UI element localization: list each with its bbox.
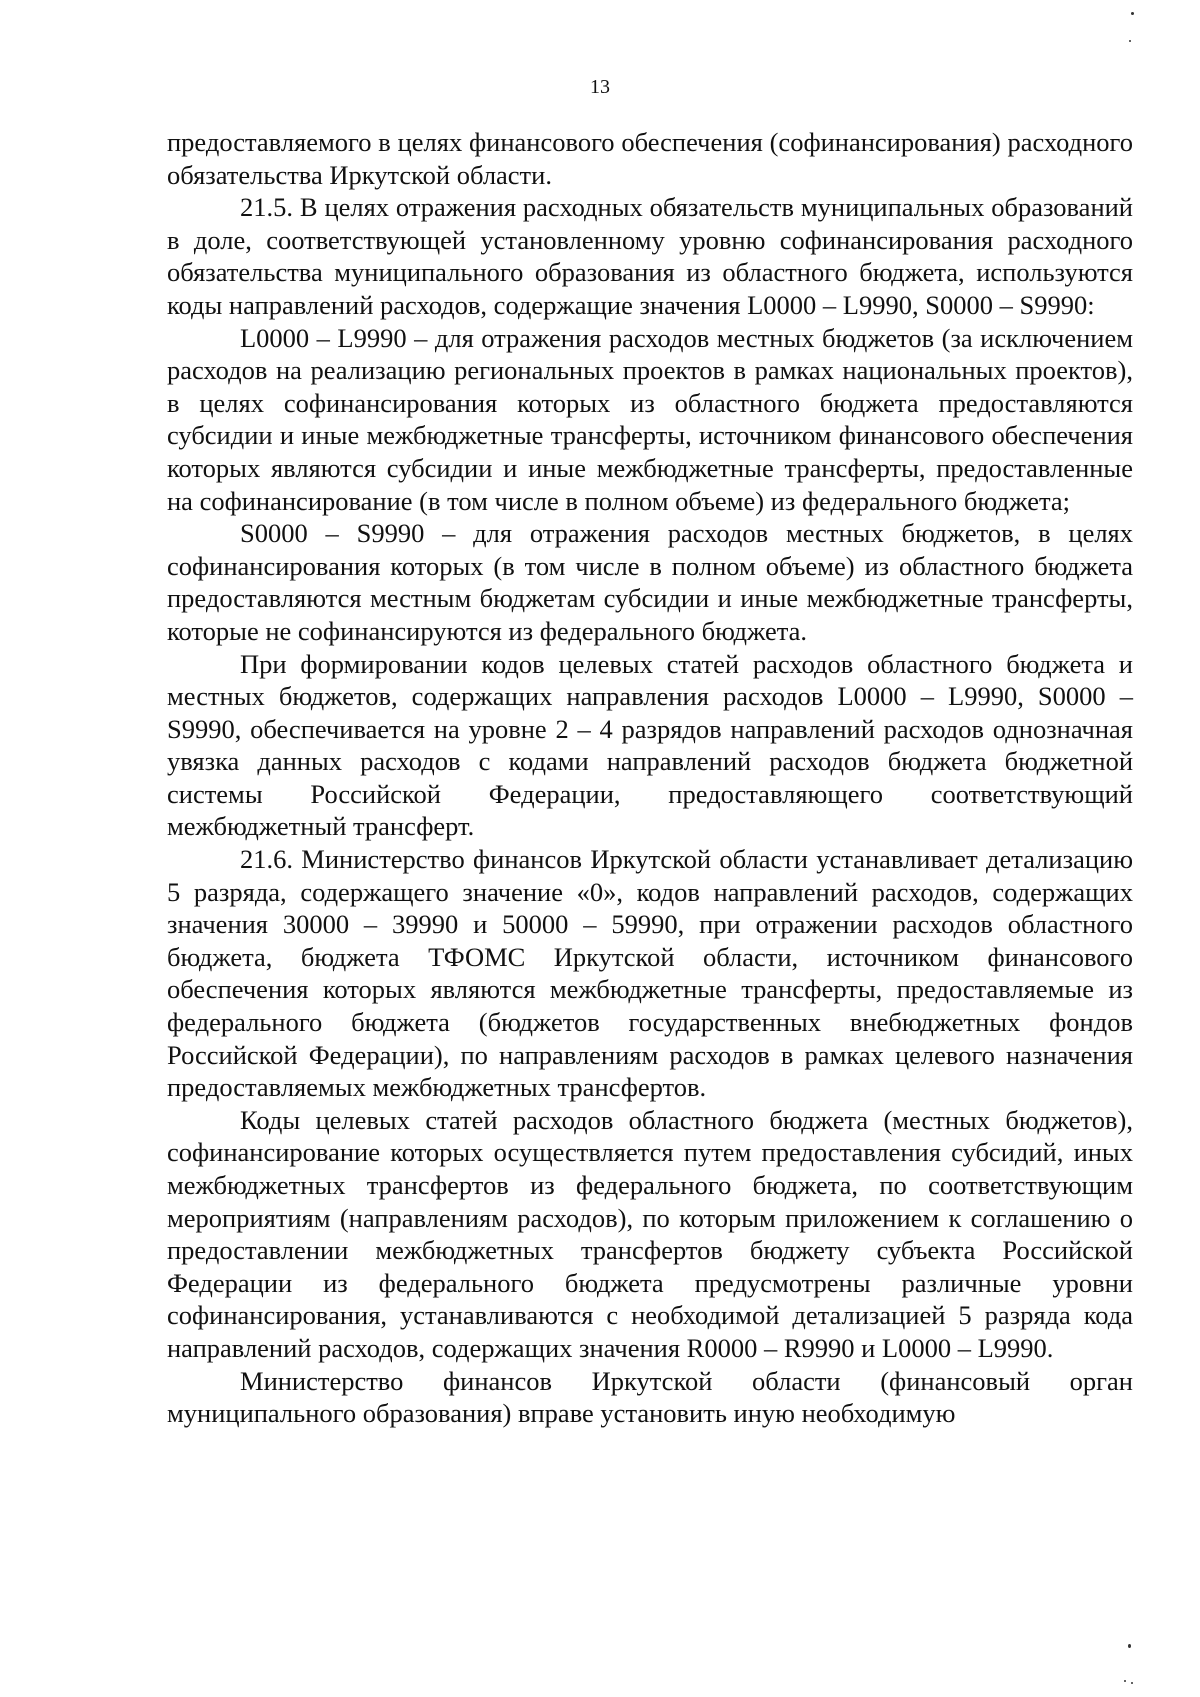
scan-speck xyxy=(1128,1644,1131,1648)
paragraph-ministry-right: Министерство финансов Иркутской области (финансовый орган муниципального образования) вправе установить иную необходимую xyxy=(167,1365,1133,1429)
paragraph-code-formation: При формировании кодов целевых статей расходов областного бюджета и местных бюджетов, содержащих направления расходов L0000 – L9990, S0000 – S9990, обеспечивается на уровне 2 – 4 разрядов направлений расходов однозначная увязка данных расходов с кодами направлений расходов бюджета бюджетной системы Российской Федерации, предоставляющего соответствующий межбюджетный трансферт. xyxy=(167,648,1133,842)
paragraph-s-codes: S0000 – S9990 – для отражения расходов местных бюджетов, в целях софинансирования которых (в том числе в полном объеме) из областного бюджета предоставляются местным бюджетам субсидии и иные межбюджетные трансферты, которые не софинансируются из федерального бюджета. xyxy=(167,518,1133,646)
scan-speck xyxy=(1131,12,1134,15)
paragraph-continuation: предоставляемого в целях финансового обеспечения (софинансирования) расходного обязательства Иркутской области. xyxy=(167,127,1133,190)
document-body xyxy=(167,126,1133,1430)
paragraph-target-codes: Коды целевых статей расходов областного бюджета (местных бюджетов), софинансирование которых осуществляется путем предоставления субсидий, иных межбюджетных трансфертов из федерального бюджета, по соответствующим мероприятиям (направлениям расходов), по которым приложением к соглашению о предоставлении межбюджетных трансфертов бюджету субъекта Российской Федерации из федерального бюджета предусмотрены различные уровни софинансирования, устанавливаются с необходимой детализацией 5 разряда кода направлений расходов, содержащих значения R0000 – R9990 и L0000 – L9990. xyxy=(167,1104,1133,1363)
page-number: 13 xyxy=(590,76,610,98)
scan-speck xyxy=(1124,1680,1126,1682)
paragraph-l-codes: L0000 – L9990 – для отражения расходов местных бюджетов (за исключением расходов на реализацию региональных проектов в рамках национальных проектов), в целях софинансирования которых из областного бюджета предоставляются субсидии и иные межбюджетные трансферты, источником финансового обеспечения которых являются субсидии и иные межбюджетные трансферты, предоставленные на софинансирование (в том числе в полном объеме) из федерального бюджета; xyxy=(167,322,1133,516)
paragraph-21-6: 21.6. Министерство финансов Иркутской области устанавливает детализацию 5 разряда, содержащего значение «0», кодов направлений расходов, содержащих значения 30000 – 39990 и 50000 – 59990, при отражении расходов областного бюджета, бюджета ТФОМС Иркутской области, источником финансового обеспечения которых являются межбюджетные трансферты, предоставляемые из федерального бюджета (бюджетов государственных внебюджетных фондов Российской Федерации), по направлениям расходов в рамках целевого назначения предоставляемых межбюджетных трансфертов. xyxy=(167,844,1133,1103)
paragraph-21-5: 21.5. В целях отражения расходных обязательств муниципальных образований в доле, соответствующей установленному уровню софинансирования расходного обязательства муниципального образования из областного бюджета, используются коды направлений расходов, содержащие значения L0000 – L9990, S0000 – S9990: xyxy=(167,192,1133,320)
scan-speck xyxy=(1131,1682,1133,1684)
scan-speck xyxy=(1129,40,1131,42)
